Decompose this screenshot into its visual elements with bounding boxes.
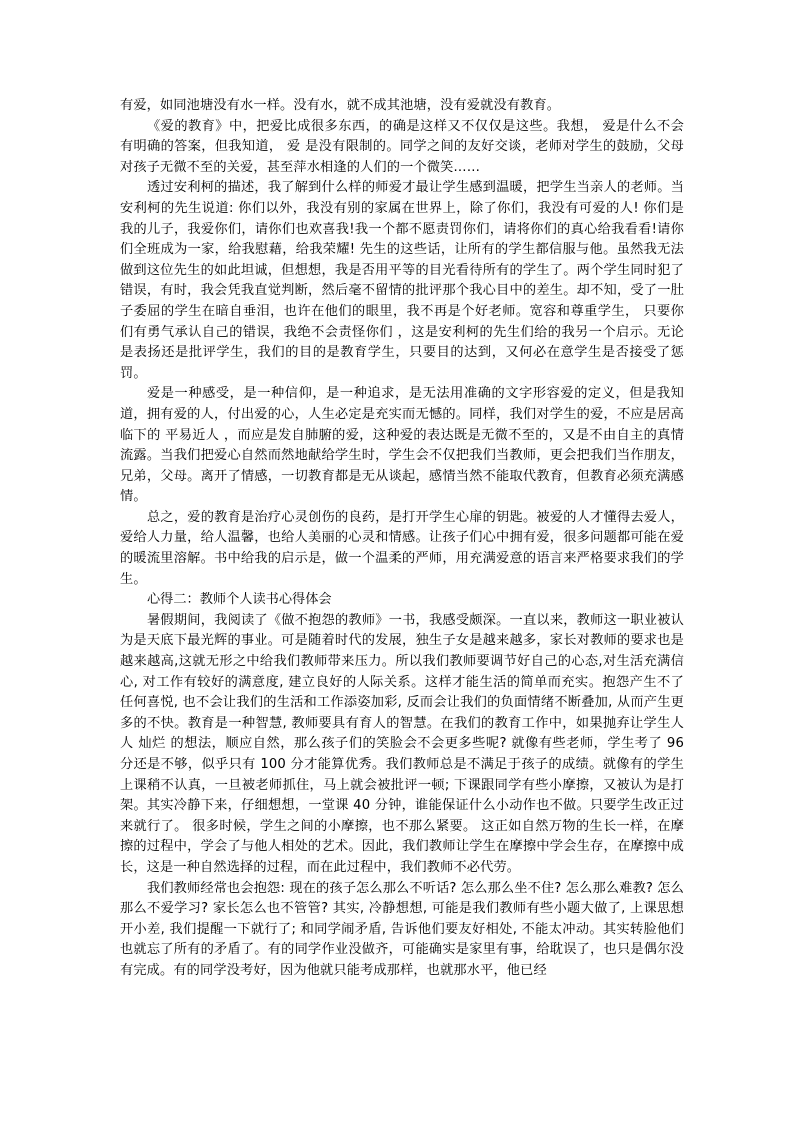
paragraph-7: 我们教师经常也会抱怨: 现在的孩子怎么那么不听话? 怎么那么坐不住? 怎么那么难教? 怎么那么不爱学习? 家长怎么也不管管? 其实, 冷静想想, 可能是我们教师有些小题大做了, 上课思想开小差, 我们提醒一下就行了; 和同学闹矛盾, 告诉他们要友好相处, 不能太冲动。其实转脸他们也就忘了所有的矛盾了。有的同学作业没做齐，可能确实是家里有事，给耽误了，也只是偶尔没有完成。有的同学没考好，因为他就只能考成那样，也就那水平，他已经 [120,880,684,978]
paragraph-3: 透过安利柯的描述，我了解到什么样的师爱才最让学生感到温暖，把学生当亲人的老师。当安利柯的先生说道: 你们以外，我没有别的家属在世界上，除了你们，我没有可爱的人! 你们是我的儿子，我爱你们，请你们也欢喜我!我一个都不愿责罚你们，请将你们的真心给我看看!请你们全班成为一家，给我慰藉，给我荣耀! 先生的这些话，让所有的学生都信服与他。虽然我无法做到这位先生的如此坦诚，但想想，我是否用平等的目光看待所有的学生了。两个学生同时犯了错误，有时，我会凭我直觉判断，然后毫不留情的批评那个我心目中的差生。却不知，受了一肚子委屈的学生在暗自垂泪，也许在他们的眼里，我不再是个好老师。宽容和尊重学生， 只要你们有勇气承认自己的错误，我绝不会责怪你们 ，这是安利柯的先生们给的我另一个启示。无论是表扬还是批评学生，我们的目的是教育学生，只要目的达到，又何必在意学生是否接受了惩罚。 [120,180,684,381]
paragraph-1: 有爱，如同池塘没有水一样。没有水，就不成其池塘，没有爱就没有教育。 [120,98,561,113]
paragraph-2: 《爱的教育》中，把爱比成很多东西，的确是这样又不仅仅是这些。我想， 爱是什么不会有明确的答案，但我知道， 爱 是没有限制的。同学之间的友好交谈，老师对学生的鼓励，父母对孩子无微不至的关爱，甚至萍水相逢的人们的一个微笑…… [120,118,684,175]
paragraph-6: 暑假期间，我阅读了《做不抱怨的教师》一书，我感受颇深。一直以来，教师这一职业被认为是天底下最光辉的事业。可是随着时代的发展，独生子女是越来越多，家长对教师的要求也是越来越高,这就无形之中给我们教师带来压力。所以我们教师要调节好自己的心态,对生活充满信心, 对工作有较好的满意度, 建立良好的人际关系。这样才能生活的简单而充实。抱怨产生不了任何喜悦, 也不会让我们的生活和工作添姿加彩, 反而会让我们的负面情绪不断叠加, 从而产生更多的不快。教育是一种智慧, 教师要具有育人的智慧。在我们的教育工作中，如果抛弃让学生人人 灿烂 的想法，顺应自然，那么孩子们的笑脸会不会更多些呢? 就像有些老师，学生考了 96 分还是不够，似乎只有 100 分才能算优秀。我们教师总是不满足于孩子的成绩。就像有的学生上课稍不认真，一旦被老师抓住，马上就会被批评一顿; 下课跟同学有些小摩擦，又被认为是打架。其实冷静下来，仔细想想，一堂课 40 分钟，谁能保证什么小动作也不做。只要学生改正过来就行了。 很多时候，学生之间的小摩擦，也不那么紧要。 这正如自然万物的生长一样，在摩擦的过程中，学会了与他人相处的艺术。因此，我们教师让学生在摩擦中学会生存，在摩擦中成长，这是一种自然选择的过程，而在此过程中，我们教师不必代劳。 [120,612,684,875]
paragraph-4: 爱是一种感受，是一种信仰，是一种追求，是无法用准确的文字形容爱的定义，但是我知道，拥有爱的人，付出爱的心，人生必定是充实而无憾的。同样，我们对学生的爱，不应是居高临下的 平易近人 ，而应是发自肺腑的爱，这种爱的表达既是无微不至的，又是不由自主的真情流露。当我们把爱心自然而然地献给学生时，学生会不仅把我们当教师，更会把我们当作朋友，兄弟，父母。离开了情感，一切教育都是无从谈起，感情当然不能取代教育，但教育必须充满感情。 [120,386,684,505]
paragraph-5: 总之，爱的教育是治疗心灵创伤的良药，是打开学生心扉的钥匙。被爱的人才懂得去爱人，爱给人力量，给人温馨，也给人美丽的心灵和情感。让孩子们心中拥有爱，很多问题都可能在爱的暖流里溶解。书中给我的启示是，做一个温柔的严师，用充满爱意的语言来严格要求我们的学生。 [120,509,684,587]
section-heading: 心得二：教师个人读书心得体会 [147,592,332,608]
